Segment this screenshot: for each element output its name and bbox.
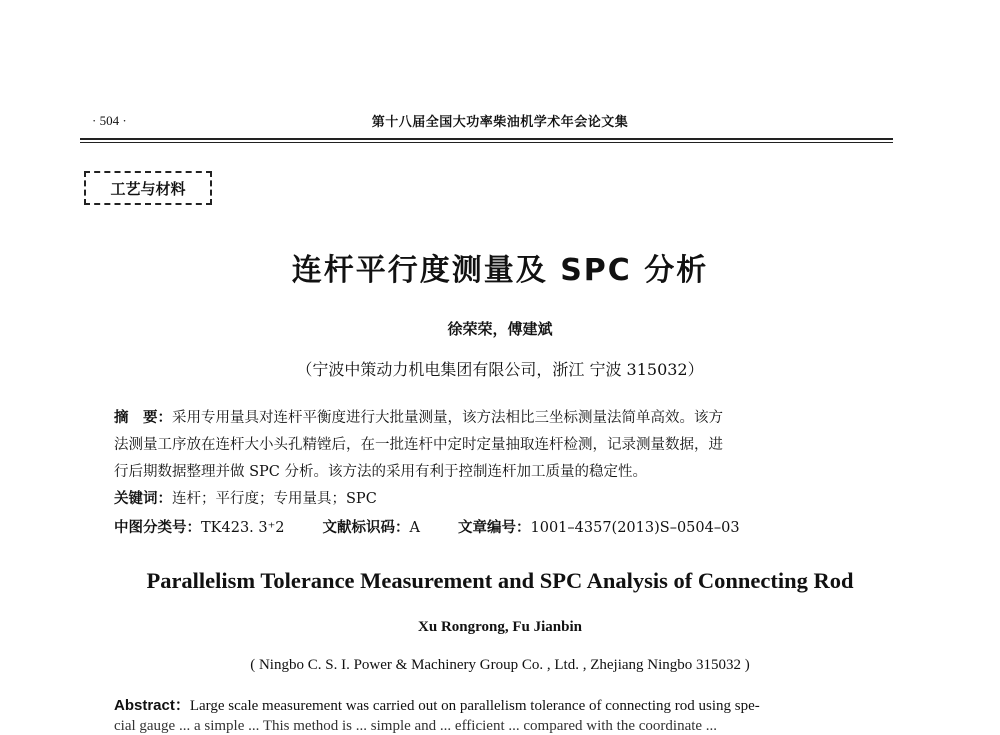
clc-value: TK423. 3⁺2 (201, 520, 285, 536)
abstract-en-line-2: cial gauge ... a simple ... This method is ... simple and ... efficient ... compared with the coordinate ... (114, 718, 718, 734)
abstract-zh-label: 摘 要： (114, 410, 172, 426)
keywords-line (114, 487, 377, 508)
affiliation-en: ( Ningbo C. S. I. Power & Machinery Group Co. , Ltd. , Zhejiang Ningbo 315032 ) (250, 657, 750, 673)
doc-code-value: A (409, 520, 420, 536)
clc-label: 中图分类号： (114, 520, 201, 536)
doc-code-label: 文献标识码： (322, 520, 410, 536)
abstract-zh-line-2: 法测量工序放在连杆大小头孔精镗后，在一批连杆中定时定量抽取连杆检测，记录测量数据，进 (114, 437, 723, 453)
classification-line (114, 516, 740, 537)
authors-en: Xu Rongrong, Fu Jianbin (418, 619, 582, 635)
abstract-en-label: Abstract： (114, 697, 190, 714)
title-zh: 连杆平行度测量及 SPC 分析 (291, 253, 709, 288)
abstract-en-text-1: Large scale measurement was carried out on parallelism tolerance of connecting rod using spe- (189, 698, 760, 714)
page-number: · 504 · (92, 113, 127, 128)
running-header: 第十八届全国大功率柴油机学术年会论文集 (371, 115, 629, 130)
title-en: Parallelism Tolerance Measurement and SPC Analysis of Connecting Rod (146, 568, 854, 593)
article-no-label: 文章编号： (458, 520, 531, 536)
abstract-zh-line-1 (114, 406, 723, 427)
header-rule-thin (80, 142, 893, 143)
abstract-zh-line-3: 行后期数据整理并做 SPC 分析。该方法的采用有利于控制连杆加工质量的稳定性。 (114, 464, 647, 480)
abstract-zh-text-1: 采用专用量具对连杆平衡度进行大批量测量，该方法相比三坐标测量法简单高效。该方 (172, 410, 723, 426)
section-label: 工艺与材料 (84, 171, 212, 205)
article-no-value: 1001–4357(2013)S–0504–03 (530, 520, 740, 536)
header-rule (80, 138, 893, 140)
keywords-text: 连杆；平行度；专用量具；SPC (172, 491, 377, 507)
authors-zh: 徐荣荣，傅建斌 (447, 320, 553, 338)
affiliation-zh: （宁波中策动力机电集团有限公司，浙江 宁波 315032） (296, 360, 704, 379)
keywords-label: 关键词： (114, 491, 172, 507)
abstract-en-line-1 (114, 694, 760, 715)
